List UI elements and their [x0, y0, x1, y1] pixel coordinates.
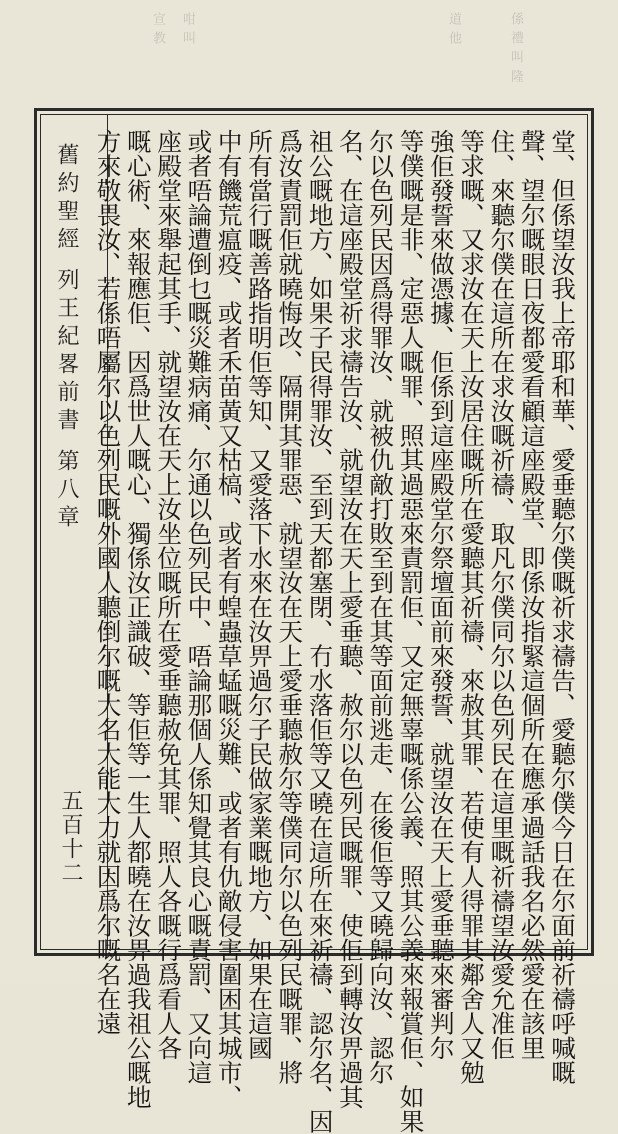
- text-line: 等求嘅、又求汝在天上汝居住嘅所在愛聽其祈禱、來赦其罪、若使有人得罪其鄰舍人又勉: [457, 129, 487, 1085]
- text-line: 聲、望尔嘅眼日夜都愛看顧這座殿堂、即係汝指緊這個所在應承過話我名必然愛在該里: [517, 129, 547, 1060]
- body-text: [93, 129, 577, 1134]
- page-frame-inner: [40, 114, 588, 1134]
- text-line: 所有當行嘅善路指明佢等知、又愛落下水來在汝畀過尔子民做家業嘅地方、如果在這國: [245, 129, 275, 1060]
- page-frame: [34, 108, 594, 1134]
- text-line: 強佢發誓來做憑據、佢係到這座殿堂尔祭壇面前來發誓、就望汝在天上愛垂聽來審判尔: [426, 129, 456, 1060]
- text-line: 中有饑荒瘟疫、或者禾苗黃又枯槁、或者有蝗蟲草蜢嘅災難、或者有仇敵侵害圍困其城市、: [214, 129, 244, 1109]
- bleed-mark: 係 禮 叫 隆: [508, 12, 523, 84]
- text-line: 堂、但係望汝我上帝耶和華、愛垂聽尔僕嘅祈求禱告、愛聽尔僕今日在尔面前祈禱呼喊嘅: [548, 129, 577, 1085]
- bleed-mark: 咁 叫: [180, 12, 195, 46]
- text-line: 祖公嘅地方、如果子民得罪汝、至到天都塞閉、冇水落佢等又曉在這所在來祈禱、認尔名、因: [305, 129, 335, 1134]
- text-line: 或者唔論遭倒乜嘅災難病痛、尔通以色列民中、唔論那個人係知覺其良心嘅責罰、又向這: [184, 129, 214, 1085]
- page-number: 五百十二: [58, 789, 83, 885]
- bleed-mark: 宣 教: [150, 12, 165, 46]
- text-line: 住、來聽尔僕在這所在求汝嘅祈禱、取凡尔僕同尔以色列民在這里嘅祈禱望汝愛允准佢: [487, 129, 517, 1060]
- text-line: 方來敬畏汝、若係唔屬尔以色列民嘅外國人聽倒尔嘅大名大能大力就因爲尔嘅名在遠: [93, 129, 123, 1036]
- text-line: 尔以色列民因爲得罪汝、就被仇敵打敗至到在其等面前逃走、在後佢等又曉歸向汝、認尔: [366, 129, 396, 1085]
- text-line: 名、在這座殿堂祈求禱告汝、就望汝在天上愛垂聽、赦尔以色列民嘅罪、使佢到轉汝畀過其: [335, 129, 365, 1109]
- text-line: 爲汝責罰佢就曉悔改、隔開其罪惡、就望汝在天上愛垂聽赦尔等僕同尔以色列民嘅罪、將: [275, 129, 305, 1085]
- text-line: 嘅心術、來報應佢、因爲世人嘅心、獨係汝正識破、等佢等一生人都曉在汝畀過我祖公嘅地: [123, 129, 153, 1109]
- text-line: 等僕嘅是非、定惡人嘅罪、照其過惡來責罰佢、又定無辜嘅係公義、照其公義來報賞佢、如果: [396, 129, 426, 1134]
- bleed-mark: 道 他: [446, 12, 461, 46]
- text-line: 座殿堂來舉起其手、就望汝在天上汝坐位嘅所在愛垂聽赦免其罪、照人各嘅行爲看人各: [154, 129, 184, 1060]
- running-title: 舊約聖經 列王紀畧前書 第八章: [54, 143, 79, 533]
